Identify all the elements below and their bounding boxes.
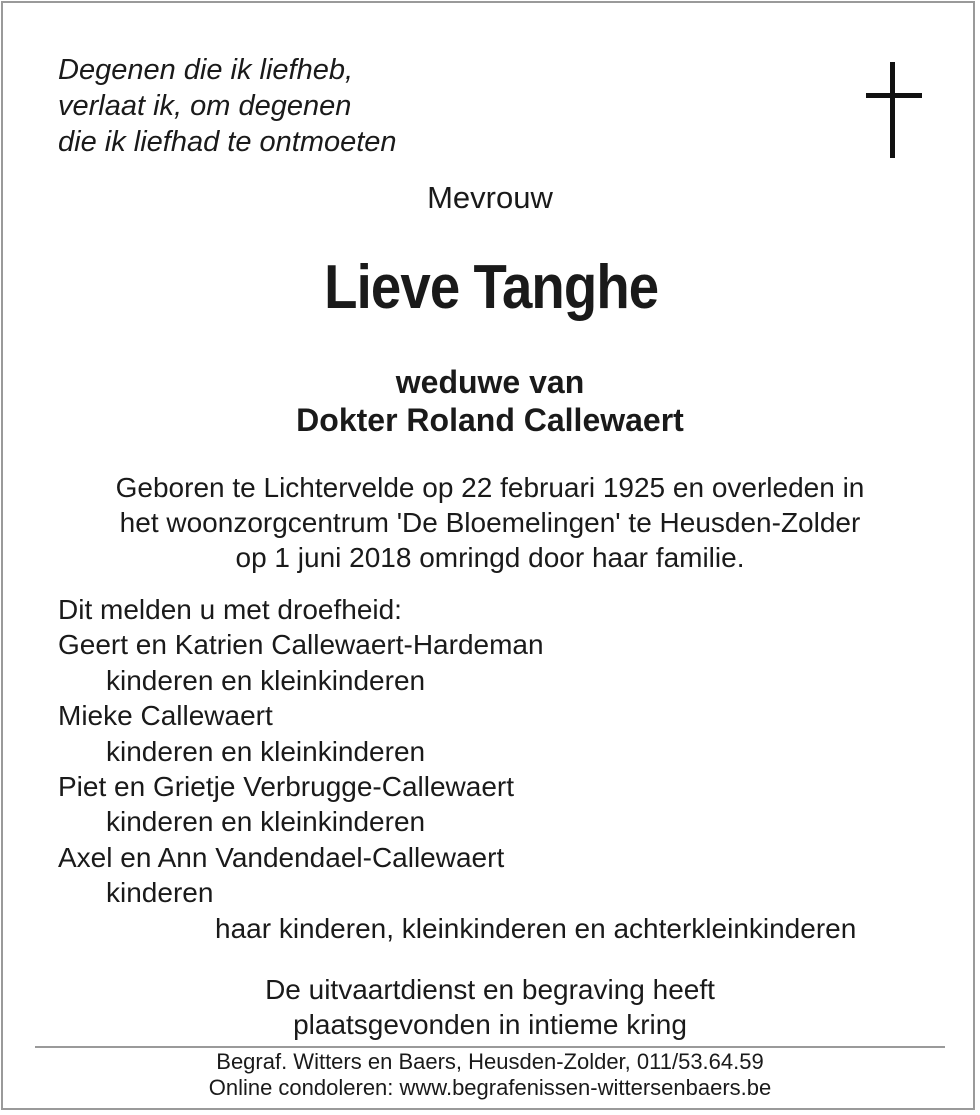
footer-divider: [35, 1046, 945, 1048]
family-member: Axel en Ann Vandendael-Callewaert: [58, 841, 505, 873]
family-member: Geert en Katrien Callewaert-Hardeman: [58, 629, 544, 661]
deceased-name: Lieve Tanghe: [324, 253, 659, 322]
spouse-name: Dokter Roland Callewaert: [296, 402, 684, 438]
family-member: Piet en Grietje Verbrugge-Callewaert: [58, 771, 515, 803]
birth-death-line: het woonzorgcentrum 'De Bloemelingen' te Heusden-Zolder: [119, 507, 861, 538]
cross-icon: [866, 62, 922, 158]
widow-line: weduwe van: [395, 364, 585, 400]
family-member-sub: kinderen en kleinkinderen: [106, 806, 426, 838]
footer: [0, 1049, 980, 1101]
quote-line: verlaat ik, om degenen: [58, 90, 352, 122]
birth-death-text: [0, 470, 980, 575]
family-member-sub: kinderen en kleinkinderen: [106, 735, 426, 767]
family-member-sub: kinderen en kleinkinderen: [106, 664, 426, 696]
title-prefix: Mevrouw: [427, 180, 553, 215]
condolence-website: Online condoleren: www.begrafenissen-wittersenbaers.be: [208, 1075, 772, 1100]
service-notice: [0, 972, 980, 1042]
quote-line: Degenen die ik liefheb,: [58, 54, 354, 86]
widow-of: [0, 363, 980, 439]
service-line: De uitvaartdienst en begraving heeft: [265, 974, 715, 1005]
family-intro: Dit melden u met droefheid:: [58, 594, 402, 625]
family-member: Mieke Callewaert: [58, 700, 273, 732]
memorial-quote: [58, 52, 397, 160]
quote-line: die ik liefhad te ontmoeten: [58, 126, 397, 158]
family-list: [58, 592, 856, 946]
service-line: plaatsgevonden in intieme kring: [293, 1009, 687, 1040]
family-closing: haar kinderen, kleinkinderen en achterkleinkinderen: [215, 912, 857, 944]
family-member-sub: kinderen: [106, 877, 214, 909]
birth-death-line: op 1 juni 2018 omringd door haar familie.: [235, 542, 745, 573]
funeral-home-contact: Begraf. Witters en Baers, Heusden-Zolder, 011/53.64.59: [216, 1049, 764, 1074]
birth-death-line: Geboren te Lichtervelde op 22 februari 1925 en overleden in: [115, 472, 865, 503]
